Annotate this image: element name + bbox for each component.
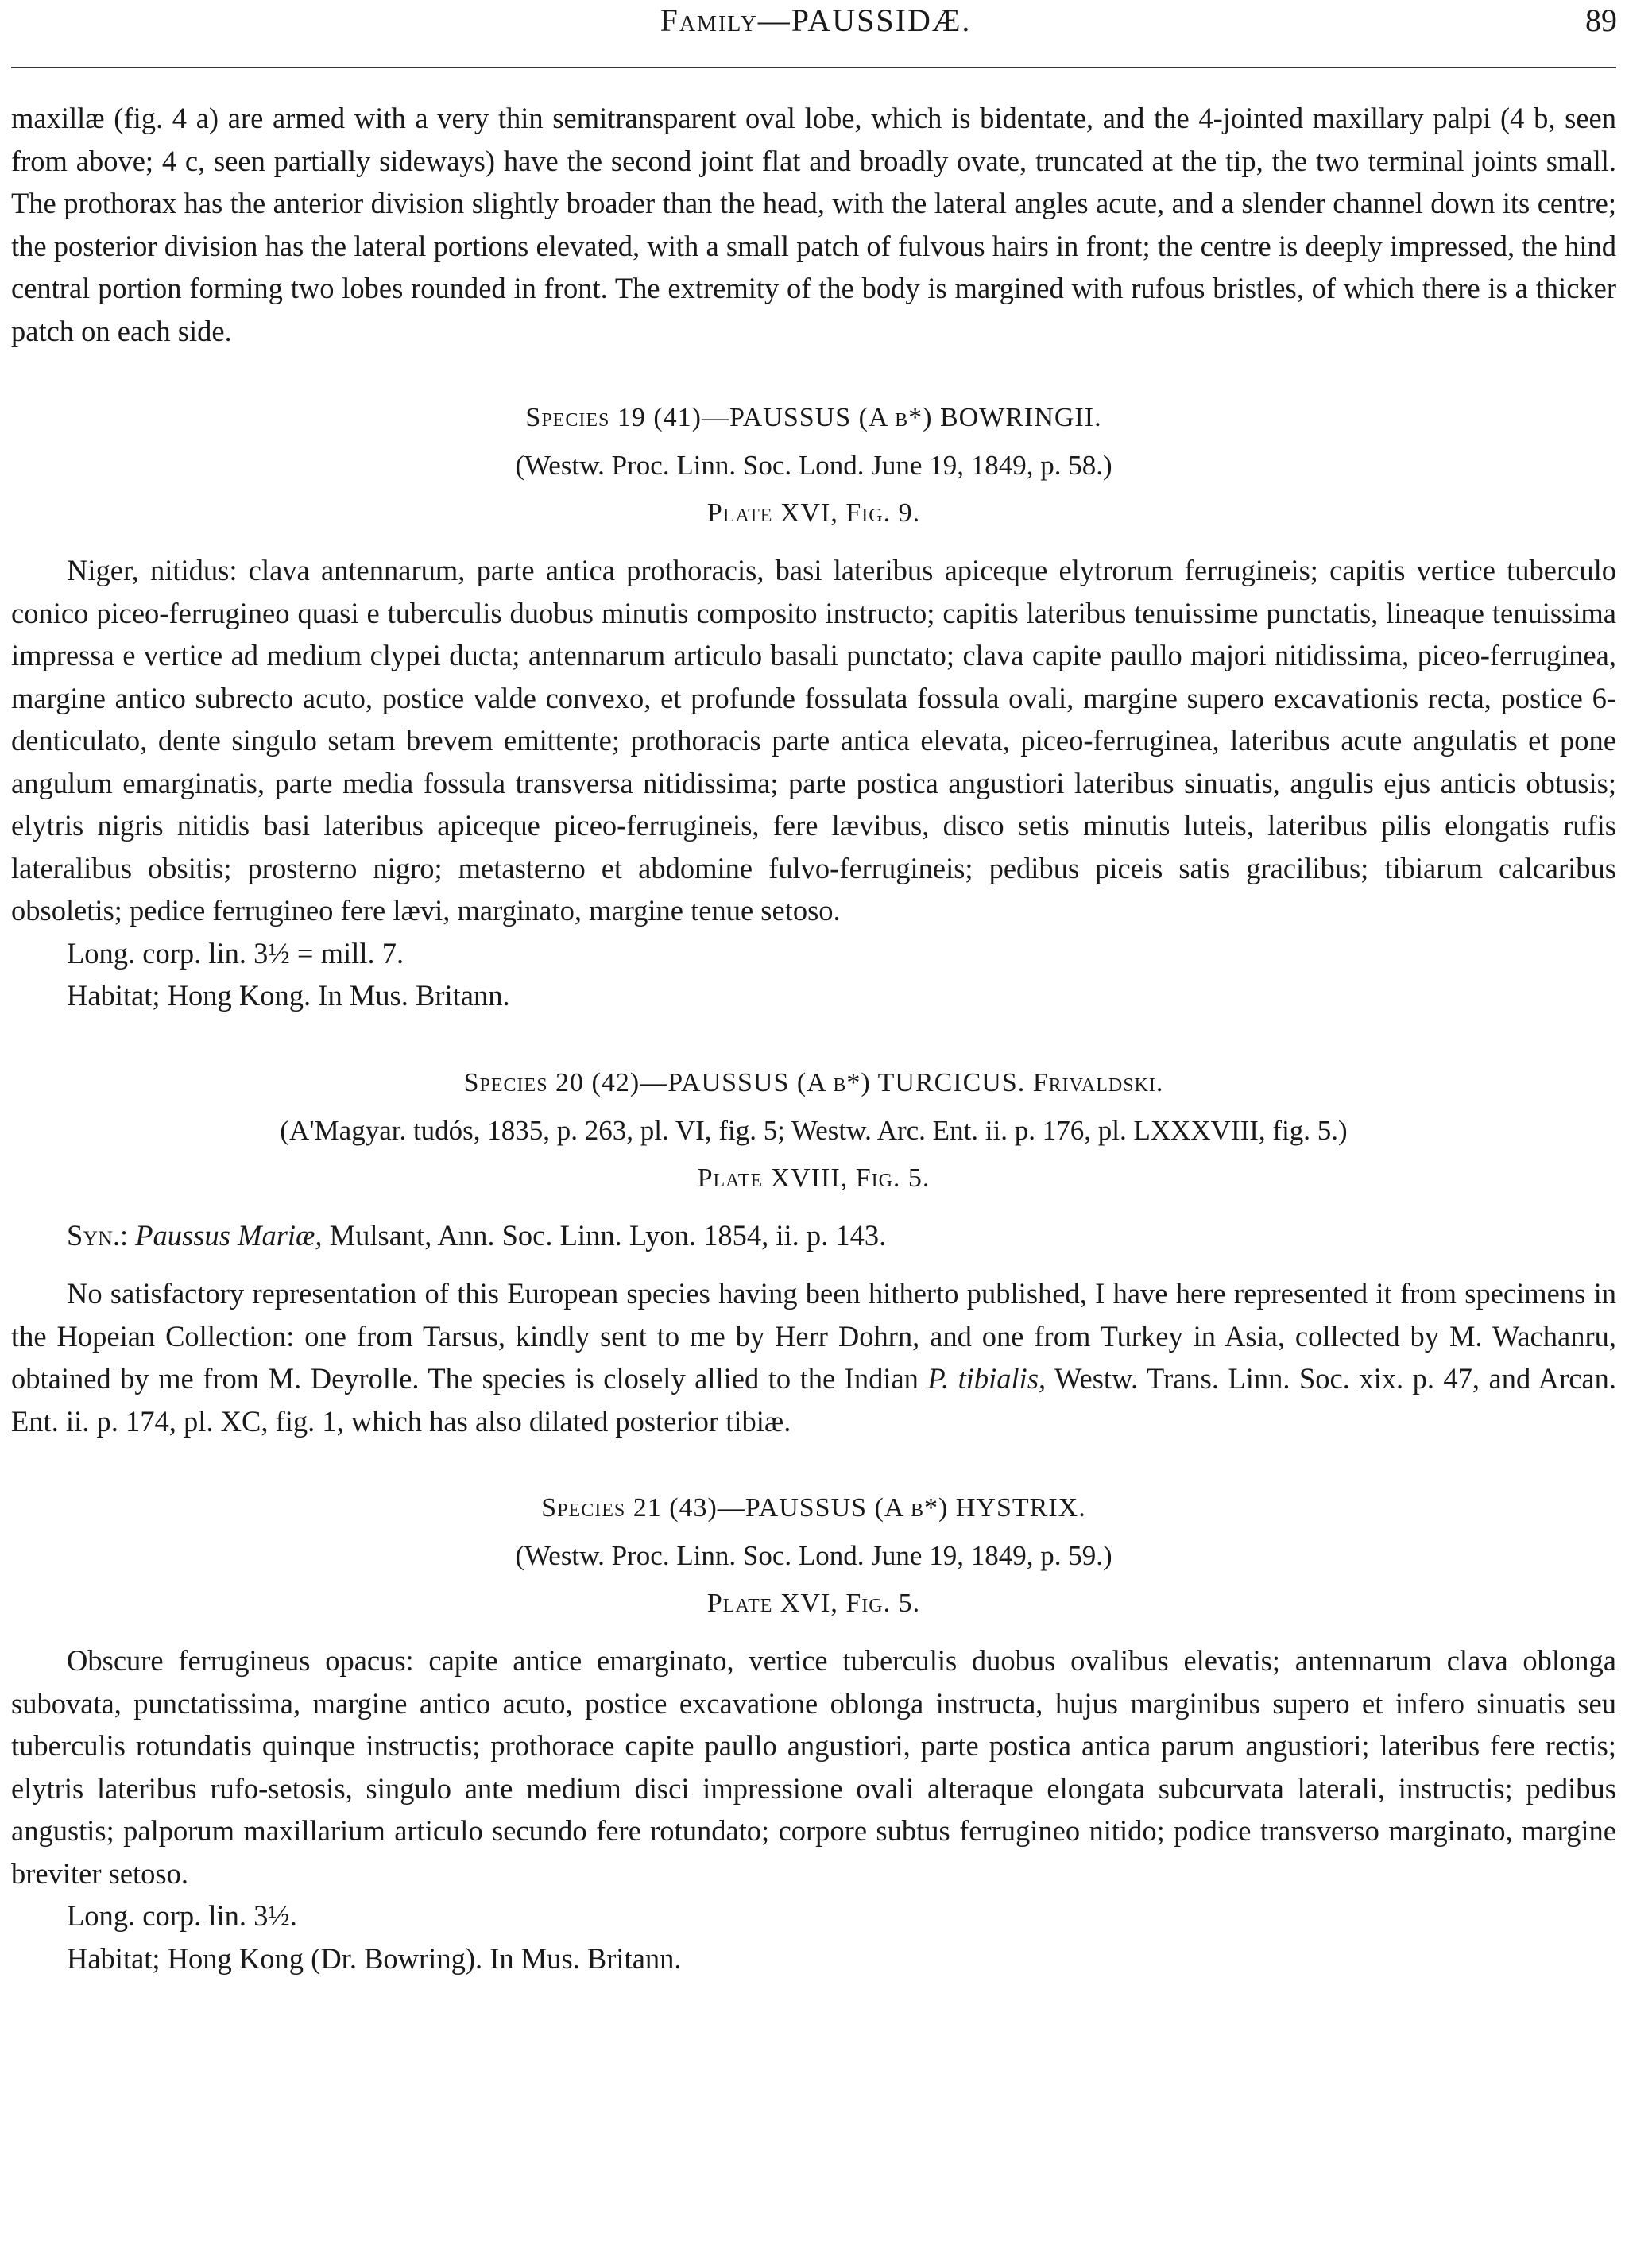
species-19-plate: Plate XVI, Fig. 9. bbox=[706, 498, 921, 528]
species-20-synonym bbox=[11, 1214, 1616, 1257]
spacer bbox=[11, 1017, 1616, 1063]
species-20-text-part-2: Westw. Trans. Linn. Soc. xix. p. 47, and Arcan. Ent. ii. p. 174, pl. XC, fig. 1, which has also dilated posterior tibiæ. bbox=[11, 1362, 1617, 1438]
species-20-text-part-1: No satisfactory representation of this European species having been hitherto published, I have here represented it from specimens in the Hopeian Collection: one from Tarsus, kindly sent to me by Herr Dohrn, and one from Turkey in Asia, collected by M. Wachanru, obtained by me from M. Deyrolle. The species is closely allied to the Indian bbox=[11, 1277, 1616, 1395]
spacer bbox=[11, 1198, 1616, 1214]
species-20-section bbox=[11, 1063, 1616, 1443]
page bbox=[11, 0, 1620, 2268]
synonym-citation: Mulsant, Ann. Soc. Linn. Lyon. 1854, ii. p. 143. bbox=[329, 1218, 887, 1252]
species-21-plate: Plate XVI, Fig. 5. bbox=[706, 1589, 921, 1618]
spacer bbox=[11, 1624, 1616, 1639]
running-head bbox=[11, 2, 1620, 43]
intro-paragraph: maxillæ (fig. 4 a) are armed with a very thin semitransparent oval lobe, which is bidentate, and the 4-jointed maxillary palpi (4 b, seen from above; 4 c, seen partially sideways) have the second joint flat and broadly ovate, truncated at the tip, the two terminal joints small. The prothorax has the anterior division slightly broader than the head, with the lateral angles acute, and a slender channel down its centre; the posterior division has the lateral portions elevated, with a small patch of fulvous hairs in front; the centre is deeply impressed, the hind central portion forming two lobes rounded in front. The extremity of the body is margined with rufous bristles, of which there is a thicker patch on each side. bbox=[11, 102, 1616, 347]
species-19-reference: (Westw. Proc. Linn. Soc. Lond. June 19, 1849, p. 58.) bbox=[515, 450, 1112, 481]
spacer bbox=[11, 533, 1616, 549]
species-20-plate: Plate XVIII, Fig. 5. bbox=[697, 1163, 931, 1193]
species-19-description: Niger, nitidus: clava antennarum, parte antica prothoracis, basi lateribus apiceque elytrorum ferrugineis; capitis vertice tuberculo conico piceo-ferrugineo quasi e tuberculis duobus minutis composito instructo; capitis lateribus tenuissime punctatis, lineaque tenuissima impressa e vertice ad medium clypei ducta; antennarum articulo basali punctato; clava capite paullo majori nitidissima, piceo-ferruginea, margine antico subrecto acuto, postice valde convexo, et profunde fossulata fossula ovali, margine supero excavationis recta, postice 6-denticulato, dente singulo setam brevem emittente; prothoracis parte antica elevata, piceo-ferruginea, lateribus acute angulatis et pone angulum emarginatis, parte media fossula transversa nitidissima; parte postica angustiori lateribus sinuatis, angulis ejus anticis obtusis; elytris nigris nitidis basi lateribus apiceque piceo-ferrugineis, fere lævibus, disco setis minutis luteis, lateribus pilis elongatis rufis lateralibus obsitis; prosterno nigro; metasterno et abdomine fulvo-ferrugineis; pedibus piceis satis gracilibus; tibiarum calcaribus obsoletis; pedice ferrugineo fere lævi, marginato, margine tenue setoso. bbox=[11, 554, 1616, 927]
species-21-length: Long. corp. lin. 3½. bbox=[67, 1899, 297, 1932]
synonym-label: Syn.: bbox=[67, 1218, 129, 1252]
page-number: 89 bbox=[1585, 2, 1617, 38]
spacer bbox=[11, 1256, 1616, 1272]
spacer bbox=[11, 1576, 1616, 1584]
spacer bbox=[11, 352, 1616, 398]
spacer bbox=[11, 438, 1616, 446]
spacer bbox=[11, 1442, 1616, 1488]
species-19-heading: Species 19 (41)—PAUSSUS (A b*) BOWRINGII. bbox=[525, 403, 1102, 432]
species-21-habitat: Habitat; Hong Kong (Dr. Bowring). In Mus. Britann. bbox=[67, 1941, 682, 1975]
species-20-text-italic: P. tibialis, bbox=[927, 1362, 1047, 1395]
spacer bbox=[11, 1151, 1616, 1159]
page-body bbox=[11, 97, 1616, 1980]
species-21-reference: (Westw. Proc. Linn. Soc. Lond. June 19, 1849, p. 59.) bbox=[515, 1540, 1112, 1571]
species-20-reference: (A'Magyar. tudós, 1835, p. 263, pl. VI, fig. 5; Westw. Arc. Ent. ii. p. 176, pl. LXXXVIII, fig. 5.) bbox=[280, 1114, 1348, 1146]
header-rule bbox=[11, 67, 1616, 68]
synonym-name: Paussus Mariæ, bbox=[135, 1218, 323, 1252]
species-19-section bbox=[11, 398, 1616, 1017]
species-21-heading: Species 21 (43)—PAUSSUS (A b*) HYSTRIX. bbox=[541, 1493, 1086, 1523]
species-20-text bbox=[11, 1272, 1616, 1442]
running-title: Family—PAUSSIDÆ. bbox=[660, 2, 972, 38]
spacer bbox=[11, 1103, 1616, 1111]
spacer bbox=[11, 1528, 1616, 1536]
species-19-habitat: Habitat; Hong Kong. In Mus. Britann. bbox=[67, 979, 510, 1012]
species-20-heading: Species 20 (42)—PAUSSUS (A b*) TURCICUS. Frivaldski. bbox=[463, 1067, 1164, 1097]
species-21-description: Obscure ferrugineus opacus: capite antice emarginato, vertice tuberculis duobus ovalibus elevatis; antennarum clava oblonga subovata, punctatissima, margine antico acuto, postice excavatione oblonga instructa, hujus marginibus supero et infero sinuatis seu tuberculis rotundatis quinque instructis; prothorace capite paullo angustiori, parte postica antica parum angustiori; lateribus fere rectis; elytris lateribus rufo-setosis, singulo ante medium disci impressione ovali alteraque elongata subcurvata laterali, instructis; pedibus angustis; palporum maxillarium articulo secundo fere rotundato; corpore subtus ferrugineo nitido; podice transverso marginato, margine breviter setoso. bbox=[11, 1644, 1616, 1890]
species-21-section bbox=[11, 1488, 1616, 1980]
species-19-length: Long. corp. lin. 3½ = mill. 7. bbox=[67, 936, 404, 970]
spacer bbox=[11, 486, 1616, 493]
